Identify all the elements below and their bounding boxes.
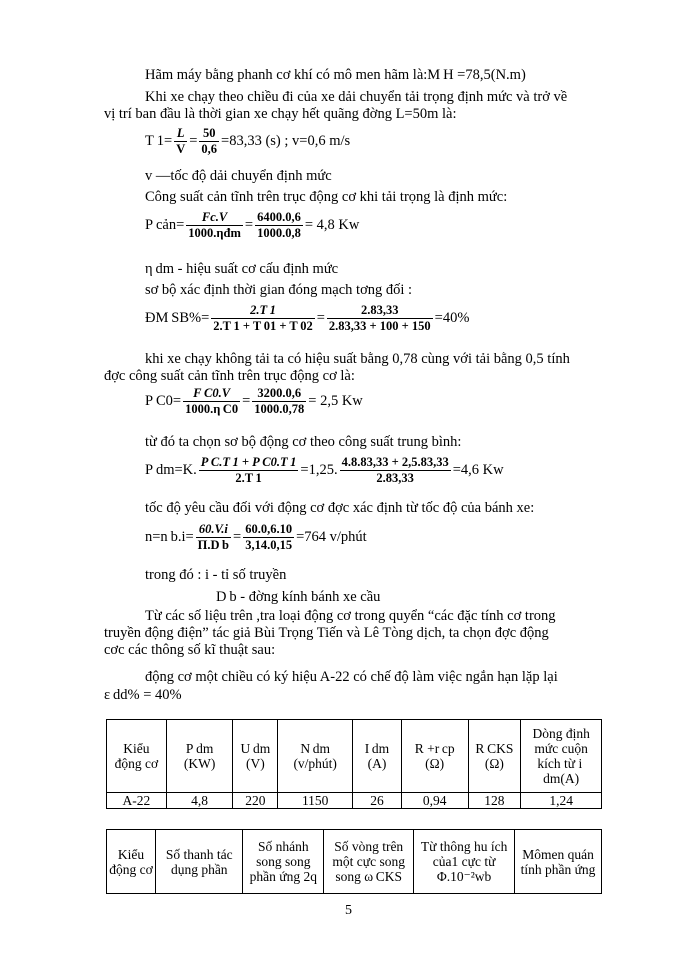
- table-header-cell: Số vòng trên một cực song song ω CKS: [324, 830, 414, 894]
- table-header-cell: R CKS (Ω): [468, 720, 521, 793]
- table-cell: 220: [233, 793, 278, 809]
- equation-pdm: P dm=K. $\frac{\text{P C.T 1 + P C0.T 1}}{2.T 1}$ =1,25. $\frac{4.8.83,33 + 2,5.83,33}{2.83,33}$ =4,6 Kw: [145, 455, 504, 485]
- equation-t1: T 1= $\frac{L}{V}$ = $\frac{50}{0,6}$ =83,33 (s) ; v=0,6 m/s: [145, 126, 351, 156]
- text-line: Hãm máy bằng phanh cơ khí có mô men hãm là:M H =78,5(N.m): [145, 67, 526, 83]
- text-line: động cơ một chiều có ký hiệu A-22 có chế độ làm việc ngắn hạn lặp lại: [145, 669, 558, 685]
- table-header-cell: Mômen quán tính phần ứng: [515, 830, 602, 894]
- table-cell: A-22: [107, 793, 167, 809]
- table-cell: 26: [353, 793, 402, 809]
- table-cell: 1,24: [521, 793, 602, 809]
- text-line: sơ bộ xác định thời gian đóng mạch tơng đối :: [145, 282, 413, 298]
- table-header-cell: Số thanh tác dụng phần: [156, 830, 243, 894]
- motor-spec-table-2: [106, 829, 602, 894]
- table-header-cell: Dòng định mức cuộn kích từ i dm(A): [521, 720, 602, 793]
- text-line: cơc các thông số kĩ thuật sau:: [104, 642, 276, 658]
- text-line: truyền động điện” tác giả Bùi Trọng Tiến và Lê Tòng dịch, ta chọn đợc động: [104, 625, 549, 641]
- text-line: khi xe chạy không tải ta có hiệu suất bằng 0,78 cùng với tải bằng 0,5 tính: [145, 351, 570, 367]
- table-cell: 128: [468, 793, 521, 809]
- text-line: từ đó ta chọn sơ bộ động cơ theo công suất trung bình:: [145, 434, 462, 450]
- table-cell: 4,8: [166, 793, 233, 809]
- text-line: D b - đờng kính bánh xe cầu: [216, 589, 381, 605]
- table-cell: 0,94: [401, 793, 468, 809]
- table-header-cell: U dm (V): [233, 720, 278, 793]
- text-line: Công suất cản tĩnh trên trục động cơ khi tải trọng là định mức:: [145, 189, 508, 205]
- equation-pcan: P cản= $\frac{Fc.V}{\text{1000.ηđm}}$ = $\frac{6400.0,6}{1000.0,8}$ = 4,8 Kw: [145, 210, 360, 240]
- text-line: Khi xe chạy theo chiều đi của xe dải chuyển tải trọng định mức và trở về: [145, 89, 568, 105]
- equation-n: n=n b.i= $\frac{60.V.i}{\text{Π.D b}}$ = $\frac{60.0,6.10}{3,14.0,15}$ =764 v/phút: [145, 522, 367, 552]
- text-line: trong đó : i - tỉ số truyền: [145, 567, 287, 583]
- table-header-cell: Kiểu động cơ: [107, 720, 167, 793]
- table-header-cell: Kiểu động cơ: [107, 830, 156, 894]
- text-line: Từ các số liệu trên ,tra loại động cơ trong quyển “các đặc tính cơ trong: [145, 608, 556, 624]
- equation-pc0: P C0= $\frac{\text{F C0.V}}{\text{1000.η C0}}$ = $\frac{3200.0,6}{1000.0,78}$ = 2,5 Kw: [145, 386, 363, 416]
- text-line: ε dd% = 40%: [104, 687, 182, 703]
- table-cell: 1150: [278, 793, 353, 809]
- text-line: đợc công suất cản tĩnh trên trục động cơ là:: [104, 368, 355, 384]
- table-header-cell: N dm (v/phút): [278, 720, 353, 793]
- text-line: vị trí ban đầu là thời gian xe chạy hết quãng đờng L=50m là:: [104, 106, 457, 122]
- equation-dmsb: ĐM SB%= $\frac{2.T 1}{2.T 1 + T 01 + T 02}$ = $\frac{2.83,33}{2.83,33 + 100 + 150}$ =40%: [145, 303, 470, 333]
- table-header-cell: Số nhánh song song phần ứng 2q: [243, 830, 324, 894]
- text-line: η dm - hiệu suất cơ cấu định mức: [145, 261, 339, 277]
- text-line: tốc độ yêu cầu đối với động cơ đợc xác định từ tốc độ của bánh xe:: [145, 500, 535, 516]
- table-header-cell: I dm (A): [353, 720, 402, 793]
- table-header-cell: P dm (KW): [166, 720, 233, 793]
- table-header-cell: R +r cp (Ω): [401, 720, 468, 793]
- table-header-cell: Từ thông hu ích của1 cực từ Φ.10⁻²wb: [414, 830, 515, 894]
- motor-spec-table: [106, 719, 602, 809]
- page-number: 5: [345, 903, 352, 918]
- text-line: v —tốc độ dải chuyển định mức: [145, 168, 332, 184]
